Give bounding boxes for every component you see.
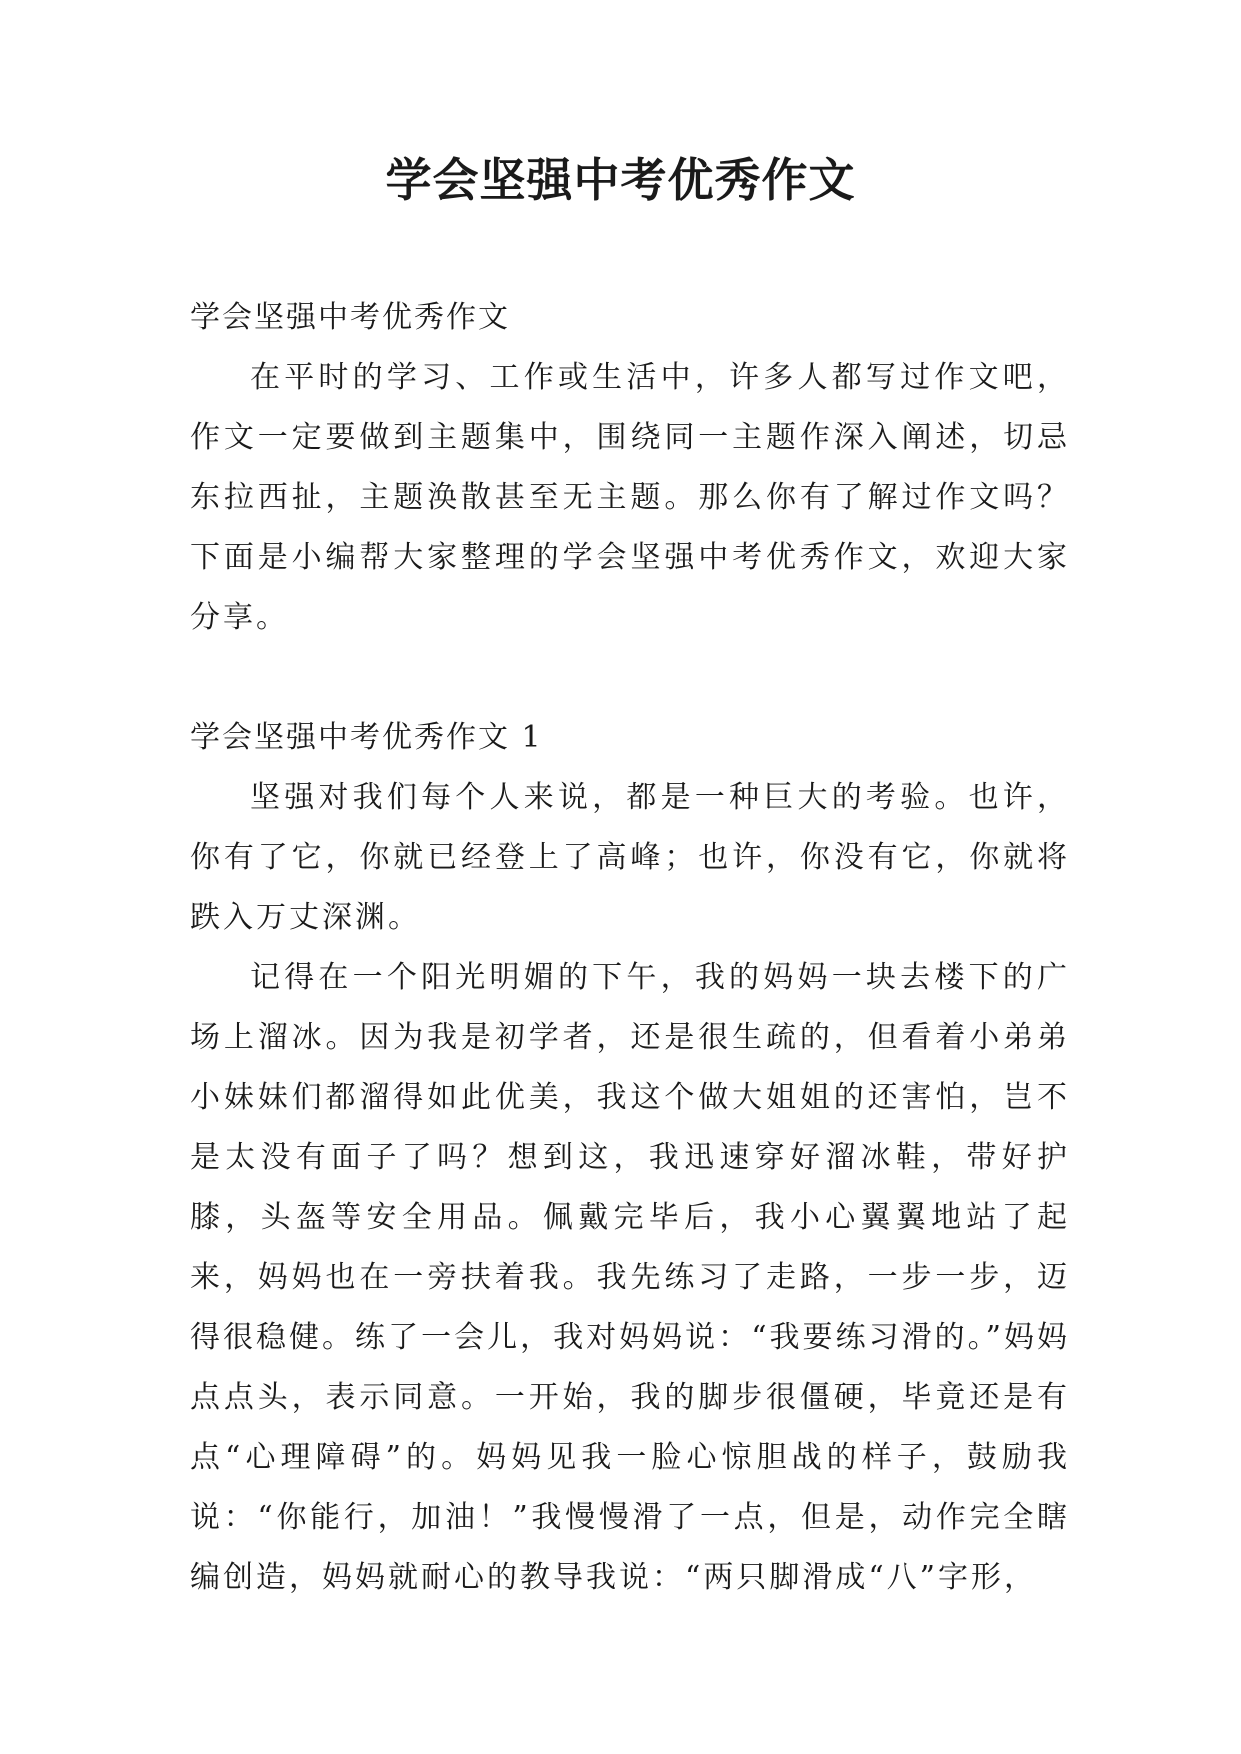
document-title: 学会坚强中考优秀作文 <box>385 153 856 207</box>
intro-paragraph: 在平时的学习、工作或生活中，许多人都写过作文吧，作文一定要做到主题集中，围绕同一主题作深入阐述，切忌东拉西扯，主题涣散甚至无主题。那么你有了解过作文吗？下面是小编帮大家整理的学会坚强中考优秀作文，欢迎大家分享。 <box>190 360 1070 635</box>
document-body <box>190 288 1070 1608</box>
intro-heading: 学会坚强中考优秀作文 <box>190 300 510 335</box>
body-paragraph: 坚强对我们每个人来说，都是一种巨大的考验。也许，你有了它，你就已经登上了高峰；也许，你没有它，你就将跌入万丈深渊。 <box>190 780 1070 935</box>
body-paragraph: 记得在一个阳光明媚的下午，我的妈妈一块去楼下的广场上溜冰。因为我是初学者，还是很生疏的，但看着小弟弟小妹妹们都溜得如此优美，我这个做大姐姐的还害怕，岂不是太没有面子了吗？想到这，我迅速穿好溜冰鞋，带好护膝，头盔等安全用品。佩戴完毕后，我小心翼翼地站了起来，妈妈也在一旁扶着我。我先练习了走路，一步一步，迈得很稳健。练了一会儿，我对妈妈说：“我要练习滑的。”妈妈点点头，表示同意。一开始，我的脚步很僵硬，毕竟还是有点“心理障碍”的。妈妈见我一脸心惊胆战的样子，鼓励我说：“你能行，加油！”我慢慢滑了一点，但是，动作完全瞎编创造，妈妈就耐心的教导我说：“两只脚滑成“八”字形， <box>190 960 1070 1595</box>
section-heading: 学会坚强中考优秀作文 1 <box>190 720 543 755</box>
section-spacer <box>190 648 1070 708</box>
